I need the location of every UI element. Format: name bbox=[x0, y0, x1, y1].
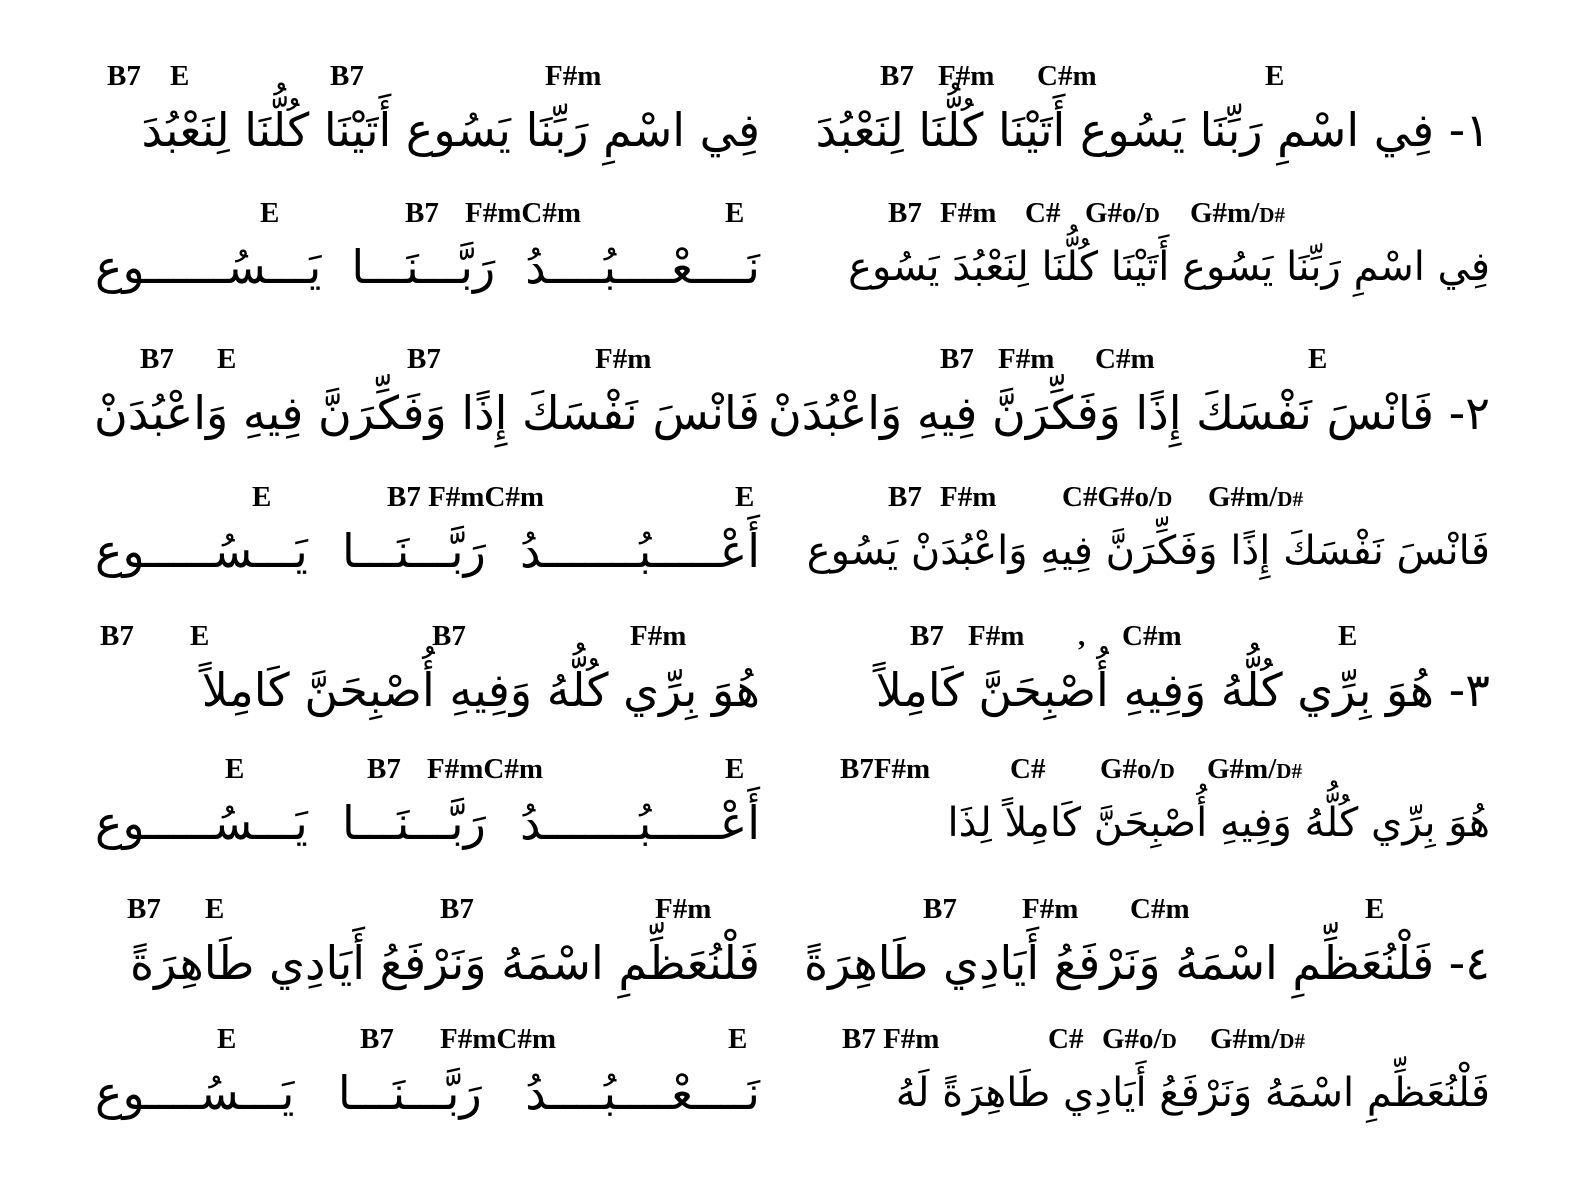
chord-label: E bbox=[725, 197, 745, 229]
chord-label: F#m bbox=[940, 481, 997, 513]
chord-line bbox=[95, 476, 760, 518]
chord-label: B7 bbox=[940, 343, 974, 375]
lyric-line: نَــــعْــــبُــــدُ رَبَّـــنَـــا يَـــسُــــــوع bbox=[95, 240, 760, 294]
verse-line bbox=[95, 192, 760, 332]
lyric-line: أَعْـــــبُـــــــدُ رَبَّـــنَـــا يَـــسُـــــوع bbox=[95, 524, 760, 578]
chord-label: E bbox=[735, 481, 755, 513]
lyric-line: ٢- فَانْسَ نَفْسَكَ إِذًا وَفَكِّرَنَّ فِيهِ وَاعْبُدَنْ bbox=[768, 386, 1490, 440]
chord-label: F#m bbox=[1022, 893, 1079, 925]
chord-label: F#m bbox=[545, 60, 602, 92]
verse-line bbox=[804, 888, 1490, 1028]
chord-label: G#o/D bbox=[1085, 197, 1160, 229]
verse-line bbox=[95, 748, 760, 888]
chord-label: B7 bbox=[360, 1023, 394, 1055]
chord-label: G#m/D# bbox=[1207, 753, 1302, 785]
lyric-line: هُوَ بِرِّي كُلُّهُ وَفِيهِ أُصْبِحَنَّ كَامِلاً bbox=[201, 663, 760, 717]
chord-label: E bbox=[1338, 620, 1358, 652]
verse-line bbox=[95, 476, 760, 616]
chord-label: F#m bbox=[655, 893, 712, 925]
chord-label: E bbox=[725, 753, 745, 785]
chord-line bbox=[830, 55, 1490, 97]
chord-line bbox=[95, 338, 760, 380]
chord-label: F#mC#m bbox=[427, 753, 543, 785]
chord-label: F#m bbox=[998, 343, 1055, 375]
chord-label: E bbox=[260, 197, 280, 229]
chord-label: E bbox=[252, 481, 272, 513]
chord-label: E bbox=[1265, 60, 1285, 92]
chord-label: C#m bbox=[1037, 60, 1097, 92]
verse-line bbox=[95, 615, 760, 755]
chord-label: B7 bbox=[888, 197, 922, 229]
verse-line bbox=[830, 1018, 1490, 1158]
verse-line bbox=[95, 55, 760, 195]
chord-label: G#m/D# bbox=[1190, 197, 1285, 229]
chord-label: B7 bbox=[432, 620, 466, 652]
verse-line bbox=[95, 1018, 760, 1158]
lyric-line: أَعْـــــبُـــــــدُ رَبَّـــنَـــا يَـــسُـــــوع bbox=[95, 796, 760, 850]
chord-label: B7 bbox=[888, 481, 922, 513]
chord-label: B7F#m bbox=[840, 753, 931, 785]
chord-label: E bbox=[170, 60, 190, 92]
chord-label: B7 F#mC#m bbox=[387, 481, 545, 513]
chord-label: C# bbox=[1025, 197, 1061, 229]
chord-label: B7 bbox=[880, 60, 914, 92]
chord-line bbox=[95, 615, 760, 657]
chord-label: C# bbox=[1010, 753, 1046, 785]
chord-label: C#m bbox=[1130, 893, 1190, 925]
chord-label: B7 bbox=[107, 60, 141, 92]
right-column bbox=[768, 0, 1490, 1200]
chord-label: B7 F#m bbox=[842, 1023, 940, 1055]
lyric-line: ١- فِي اسْمِ رَبِّنَا يَسُوع أَتَيْنَا كُلُّنَا لِنَعْبُدَ bbox=[815, 103, 1490, 157]
chord-label: E bbox=[190, 620, 210, 652]
chord-label: G#m/D# bbox=[1210, 1023, 1305, 1055]
chord-label: G#m/D# bbox=[1208, 481, 1303, 513]
verse-line bbox=[830, 192, 1490, 332]
lyric-line: هُوَ بِرِّي كُلُّهُ وَفِيهِ أُصْبِحَنَّ كَامِلاً لِذَا bbox=[947, 800, 1490, 846]
chord-label: F#mC#m bbox=[440, 1023, 556, 1055]
chord-label: B7 bbox=[367, 753, 401, 785]
verse-line bbox=[768, 338, 1490, 478]
chord-label: G#o/D bbox=[1100, 753, 1175, 785]
chord-line bbox=[95, 1018, 760, 1060]
chord-label: E bbox=[217, 343, 237, 375]
lyric-line: فِي اسْمِ رَبِّنَا يَسُوع أَتَيْنَا كُلُّنَا لِنَعْبُدَ bbox=[141, 103, 760, 157]
chord-label: E bbox=[205, 893, 225, 925]
chord-label: E bbox=[225, 753, 245, 785]
chord-label: G#o/D bbox=[1102, 1023, 1177, 1055]
chord-label: B7 bbox=[405, 197, 439, 229]
lyric-line: نَــــعْــــبُــــدُ رَبَّـــنَـــا يَـــسُــــوع bbox=[95, 1066, 760, 1120]
chord-label: B7 bbox=[330, 60, 364, 92]
chord-label: E bbox=[217, 1023, 237, 1055]
chord-line bbox=[830, 888, 1490, 930]
chord-label: E bbox=[1365, 893, 1385, 925]
chord-line bbox=[95, 192, 760, 234]
chord-line bbox=[95, 55, 760, 97]
chord-label: E bbox=[728, 1023, 748, 1055]
chord-label: F#mC#m bbox=[465, 197, 581, 229]
chord-line bbox=[95, 888, 760, 930]
chord-label: F#m bbox=[595, 343, 652, 375]
lyric-line: ٤- فَلْنُعَظِّمِ اسْمَهُ وَنَرْفَعُ أَيَادِي طَاهِرَةً bbox=[804, 936, 1490, 990]
chord-label: C#G#o/D bbox=[1062, 481, 1173, 513]
chord-line bbox=[830, 615, 1490, 657]
chord-label: C#m bbox=[1095, 343, 1155, 375]
chord-label: F#m bbox=[938, 60, 995, 92]
chord-line bbox=[830, 748, 1490, 790]
chord-label: C# bbox=[1048, 1023, 1084, 1055]
chord-label: F#m bbox=[968, 620, 1025, 652]
chord-line bbox=[830, 192, 1490, 234]
lyric-line: فَلْنُعَظِّمِ اسْمَهُ وَنَرْفَعُ أَيَادِي طَاهِرَةً لَهُ bbox=[895, 1070, 1490, 1116]
verse-line bbox=[815, 55, 1490, 195]
lyric-line: فَانْسَ نَفْسَكَ إِذًا وَفَكِّرَنَّ فِيهِ وَاعْبُدَنْ يَسُوع bbox=[806, 528, 1490, 574]
left-column bbox=[95, 0, 760, 1200]
verse-line bbox=[806, 476, 1490, 616]
chord-label: B7 bbox=[910, 620, 944, 652]
chord-line bbox=[95, 748, 760, 790]
chord-label: C#m bbox=[1122, 620, 1182, 652]
chord-label: B7 bbox=[127, 893, 161, 925]
lyric-line: ٣- هُوَ بِرِّي كُلُّهُ وَفِيهِ أُصْبِحَنَّ كَامِلاً bbox=[875, 663, 1490, 717]
chord-label: , bbox=[1078, 620, 1086, 652]
lyric-line: فَلْنُعَظِّمِ اسْمَهُ وَنَرْفَعُ أَيَادِي طَاهِرَةً bbox=[129, 936, 760, 990]
verse-line bbox=[830, 748, 1490, 888]
chord-line bbox=[830, 338, 1490, 380]
verse-line bbox=[95, 338, 760, 478]
lyric-line: فَانْسَ نَفْسَكَ إِذًا وَفَكِّرَنَّ فِيهِ وَاعْبُدَنْ bbox=[93, 386, 760, 440]
chord-label: B7 bbox=[923, 893, 957, 925]
lyric-line: فِي اسْمِ رَبِّنَا يَسُوع أَتَيْنَا كُلُّنَا لِنَعْبُدَ يَسُوع bbox=[848, 244, 1490, 290]
chord-label: E bbox=[1308, 343, 1328, 375]
chord-label: B7 bbox=[407, 343, 441, 375]
verse-line bbox=[95, 888, 760, 1028]
chord-label: B7 bbox=[440, 893, 474, 925]
chord-line bbox=[830, 476, 1490, 518]
chord-line bbox=[830, 1018, 1490, 1060]
chord-label: B7 bbox=[100, 620, 134, 652]
chord-label: B7 bbox=[140, 343, 174, 375]
verse-line bbox=[830, 615, 1490, 755]
chord-label: F#m bbox=[940, 197, 997, 229]
chord-label: F#m bbox=[630, 620, 687, 652]
